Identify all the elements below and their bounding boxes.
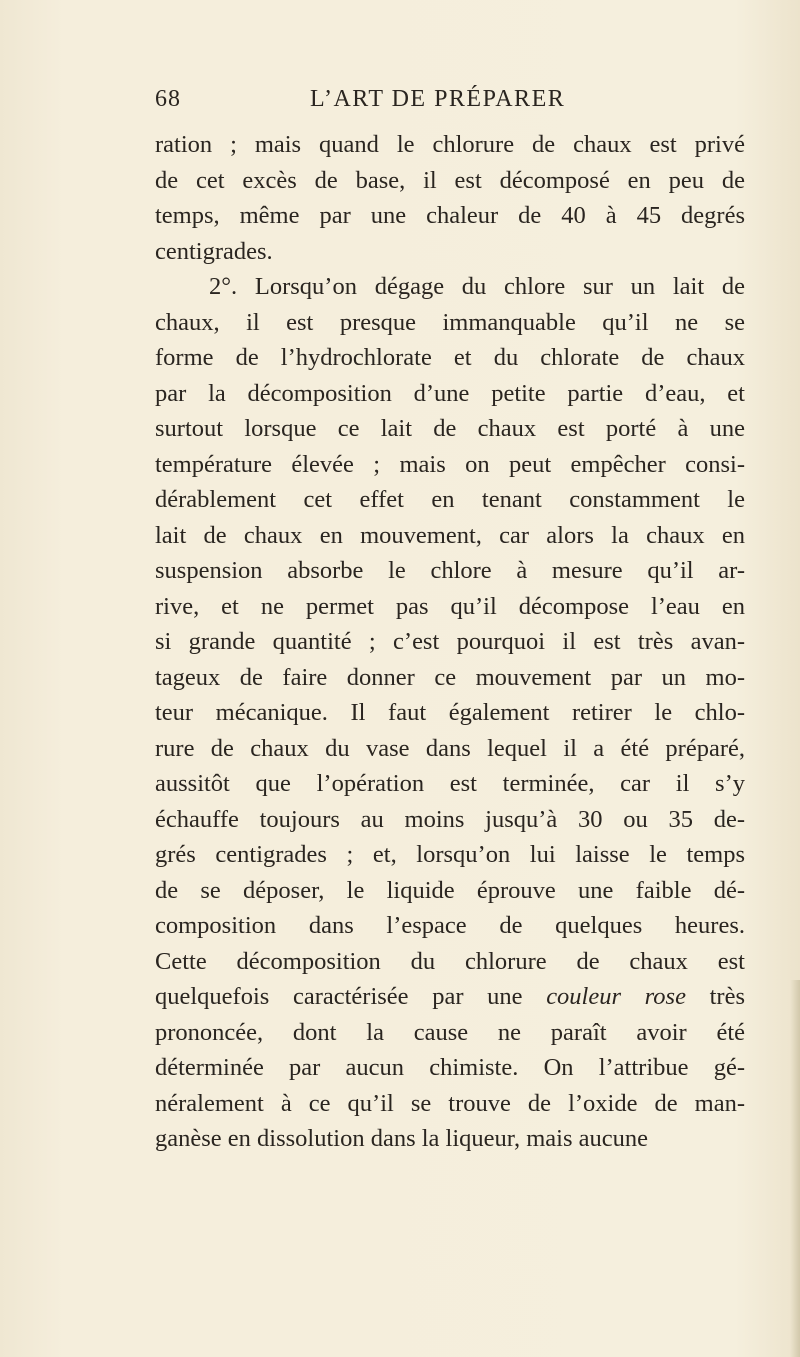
body-text (155, 127, 745, 1157)
text-line: lait de chaux en mouvement, car alors la chaux en (155, 521, 745, 549)
text-line: 2°. Lorsqu’on dégage du chlore sur un lait de (209, 273, 745, 300)
page-number: 68 (155, 86, 181, 112)
text-line: rure de chaux du vase dans lequel il a été préparé, (155, 734, 745, 762)
text-line: ration ; mais quand le chlorure de chaux est privé (155, 131, 745, 158)
text-line: suspension absorbe le chlore à mesure qu’il ar- (155, 557, 745, 584)
text-line: aussitôt que l’opération est terminée, car il s’y (155, 770, 745, 797)
text-line: prononcée, dont la cause ne paraît avoir été (155, 1018, 745, 1046)
text-line: centigrades. (155, 237, 273, 265)
italic-phrase: couleur rose (546, 983, 686, 1010)
text-line: temps, même par une chaleur de 40 à 45 degrés (155, 202, 745, 229)
page-header (0, 86, 800, 122)
text-line: par la décomposition d’une petite partie d’eau, et (155, 379, 745, 407)
text-line: rive, et ne permet pas qu’il décompose l’eau en (155, 592, 745, 620)
text-line: chaux, il est presque immanquable qu’il ne se (155, 308, 745, 336)
text-line: teur mécanique. Il faut également retirer le chlo- (155, 699, 745, 726)
text-line: ganèse en dissolution dans la liqueur, mais aucune (155, 1125, 648, 1152)
text-line: Cette décomposition du chlorure de chaux est (155, 947, 745, 975)
text-line: néralement à ce qu’il se trouve de l’oxide de man- (155, 1089, 745, 1117)
text-line: surtout lorsque ce lait de chaux est porté à une (155, 415, 745, 442)
text-line: grés centigrades ; et, lorsqu’on lui laisse le temps (155, 841, 745, 868)
text-line: température élevée ; mais on peut empêcher consi- (155, 450, 745, 478)
text-line: si grande quantité ; c’est pourquoi il est très avan- (155, 628, 745, 655)
text-line: déterminée par aucun chimiste. On l’attribue gé- (155, 1054, 745, 1081)
text-line: de se déposer, le liquide éprouve une faible dé- (155, 876, 745, 904)
text-line: échauffe toujours au moins jusqu’à 30 ou 35 de- (155, 805, 745, 833)
text-line: dérablement cet effet en tenant constamment le (155, 486, 745, 513)
text-line: quelquefois caractérisée par une couleur rose très (155, 983, 745, 1010)
text-line: tageux de faire donner ce mouvement par un mo- (155, 663, 745, 691)
running-head: L’ART DE PRÉPARER (310, 86, 566, 112)
text-line: forme de l’hydrochlorate et du chlorate de chaux (155, 344, 745, 371)
text-line: composition dans l’espace de quelques heures. (155, 912, 745, 939)
text-line: de cet excès de base, il est décomposé en peu de (155, 166, 745, 194)
page-edge-shadow (790, 980, 800, 1357)
